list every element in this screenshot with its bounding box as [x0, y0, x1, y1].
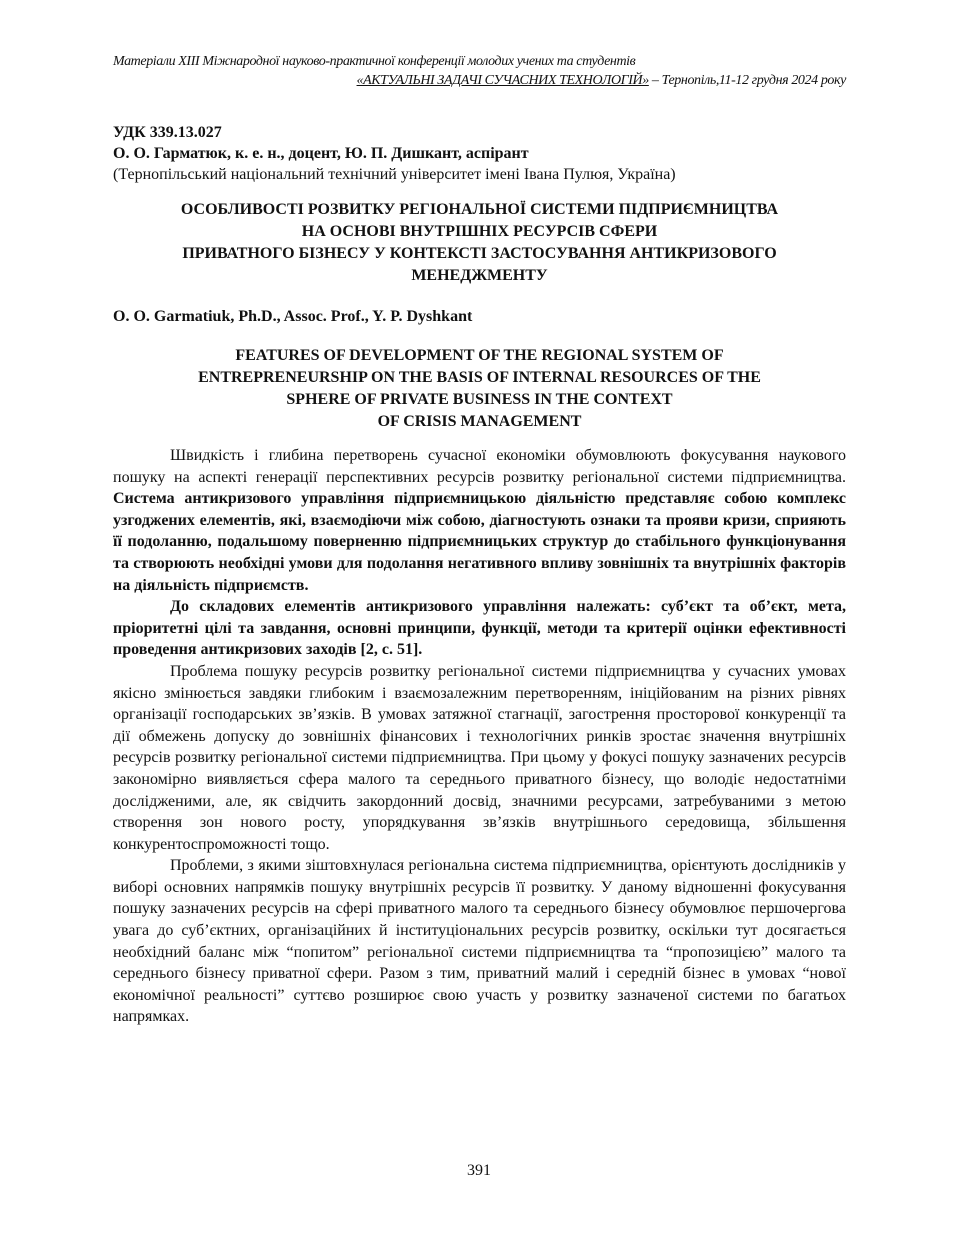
header-title-line: [113, 71, 846, 90]
title-en-line: OF CRISIS MANAGEMENT: [377, 413, 582, 430]
paragraph-1: [113, 445, 846, 596]
title-ua-line: ОСОБЛИВОСТІ РОЗВИТКУ РЕГІОНАЛЬНОЇ СИСТЕМИ ПІДПРИЄМНИЦТВА: [180, 201, 779, 218]
paragraph-3: Проблема пошуку ресурсів розвитку регіональної системи підприємництва у сучасних умовах якісно змінюється завдяки глибоким і взаємозалежним перетворенням, ініційованим на різних рівнях організації господарських зв’язків. В умовах затяжної стагнації, загострення просторової конкуренції та дії обмежень допуску до зовнішніх фінансових і технологічних ринків зростає значення внутрішніх ресурсів розвитку регіональної системи підприємництва. При цьому у фокусі пошуку зазначених ресурсів закономірно виявляється сфера малого та середнього приватного бізнесу, що володіє недостатніми дослідженими, але, як свідчить закордонний досвід, значними ресурсами, затребуваними з метою створення зон нового росту, упорядкування зв’язків внутрішнього середовища, збільшення конкурентоспроможності тощо.: [113, 662, 846, 853]
title-ua-line: ПРИВАТНОГО БІЗНЕСУ У КОНТЕКСТІ ЗАСТОСУВАННЯ АНТИКРИЗОВОГО: [182, 245, 777, 262]
article-meta: [113, 122, 846, 185]
authors-ua: О. О. Гарматюк, к. е. н., доцент, Ю. П. Дишкант, аспірант: [113, 145, 529, 162]
title-ua-line: НА ОСНОВІ ВНУТРІШНІХ РЕСУРСІВ СФЕРИ: [301, 223, 658, 240]
page-number: 391: [467, 1162, 491, 1179]
header-place-date: – Тернопіль,11-12 грудня 2024 року: [648, 73, 846, 88]
paragraph-2: До складових елементів антикризового управління належать: суб’єкт та об’єкт, мета, пріоритетні цілі та завдання, основні принципи, функції, методи та критерії оцінки ефективності проведення антикризових заходів [2, с. 51].: [113, 598, 846, 659]
paragraph-1-text: Швидкість і глибина перетворень сучасної економіки обумовлюють фокусування наукового пошуку на аспекті генерації перспективних ресурсів розвитку регіональної системи підприємництва.: [113, 447, 846, 486]
page-content: [113, 52, 846, 1028]
title-en-line: ENTREPRENEURSHIP ON THE BASIS OF INTERNAL RESOURCES OF THE: [198, 369, 761, 386]
paragraph-4: Проблеми, з якими зіштовхнулася регіональна система підприємництва, орієнтують дослідників у виборі основних напрямків пошуку внутрішніх ресурсів її розвитку. У даному відношенні фокусування пошуку зазначених ресурсів на сфері приватного малого та середнього бізнесу обумовлює першочергова увага до суб’єктних, організаційних й інституціональних ресурсів розвитку, оскільки тут досягається необхідний баланс між “попитом” регіональної системи підприємництва та “пропозицією” малого та середнього бізнесу приватної сфери. Разом з тим, приватний малий і середній бізнес в умовах “нової економічної реальності” суттєво розширює свою участь у розвитку зазначеної системи по багатьох напрямках.: [113, 857, 846, 1026]
title-ua: [113, 199, 846, 287]
article-body: [113, 445, 846, 1028]
udk-code: УДК 339.13.027: [113, 124, 222, 141]
title-en-line: SPHERE OF PRIVATE BUSINESS IN THE CONTEXT: [286, 391, 673, 408]
title-ua-line: МЕНЕДЖМЕНТУ: [411, 267, 548, 284]
header-conference-title: «АКТУАЛЬНІ ЗАДАЧІ СУЧАСНИХ ТЕХНОЛОГІЙ»: [356, 73, 649, 88]
running-header: [113, 52, 846, 90]
affiliation: (Тернопільський національний технічний університет імені Івана Пулюя, Україна): [113, 166, 676, 183]
title-en-line: FEATURES OF DEVELOPMENT OF THE REGIONAL SYSTEM OF: [235, 347, 724, 364]
paragraph-1-bold-text: Система антикризового управління підприємницькою діяльністю представляє собою комплекс узгоджених елементів, які, взаємодіючи між собою, діагностують ознаки та прояви кризи, сприяють її подоланню, подальшому поверненню підприємницьких структур до стабільного функціонування та створюють необхідні умови для подолання негативного впливу зовнішніх та внутрішніх факторів на діяльність підприємств.: [113, 490, 846, 594]
authors-en: O. O. Garmatiuk, Ph.D., Assoc. Prof., Y. P. Dyshkant: [113, 308, 473, 325]
title-en: [113, 345, 846, 433]
header-conference-line: Матеріали XIIІ Міжнародної науково-практичної конференції молодих учених та студентів: [113, 54, 636, 69]
